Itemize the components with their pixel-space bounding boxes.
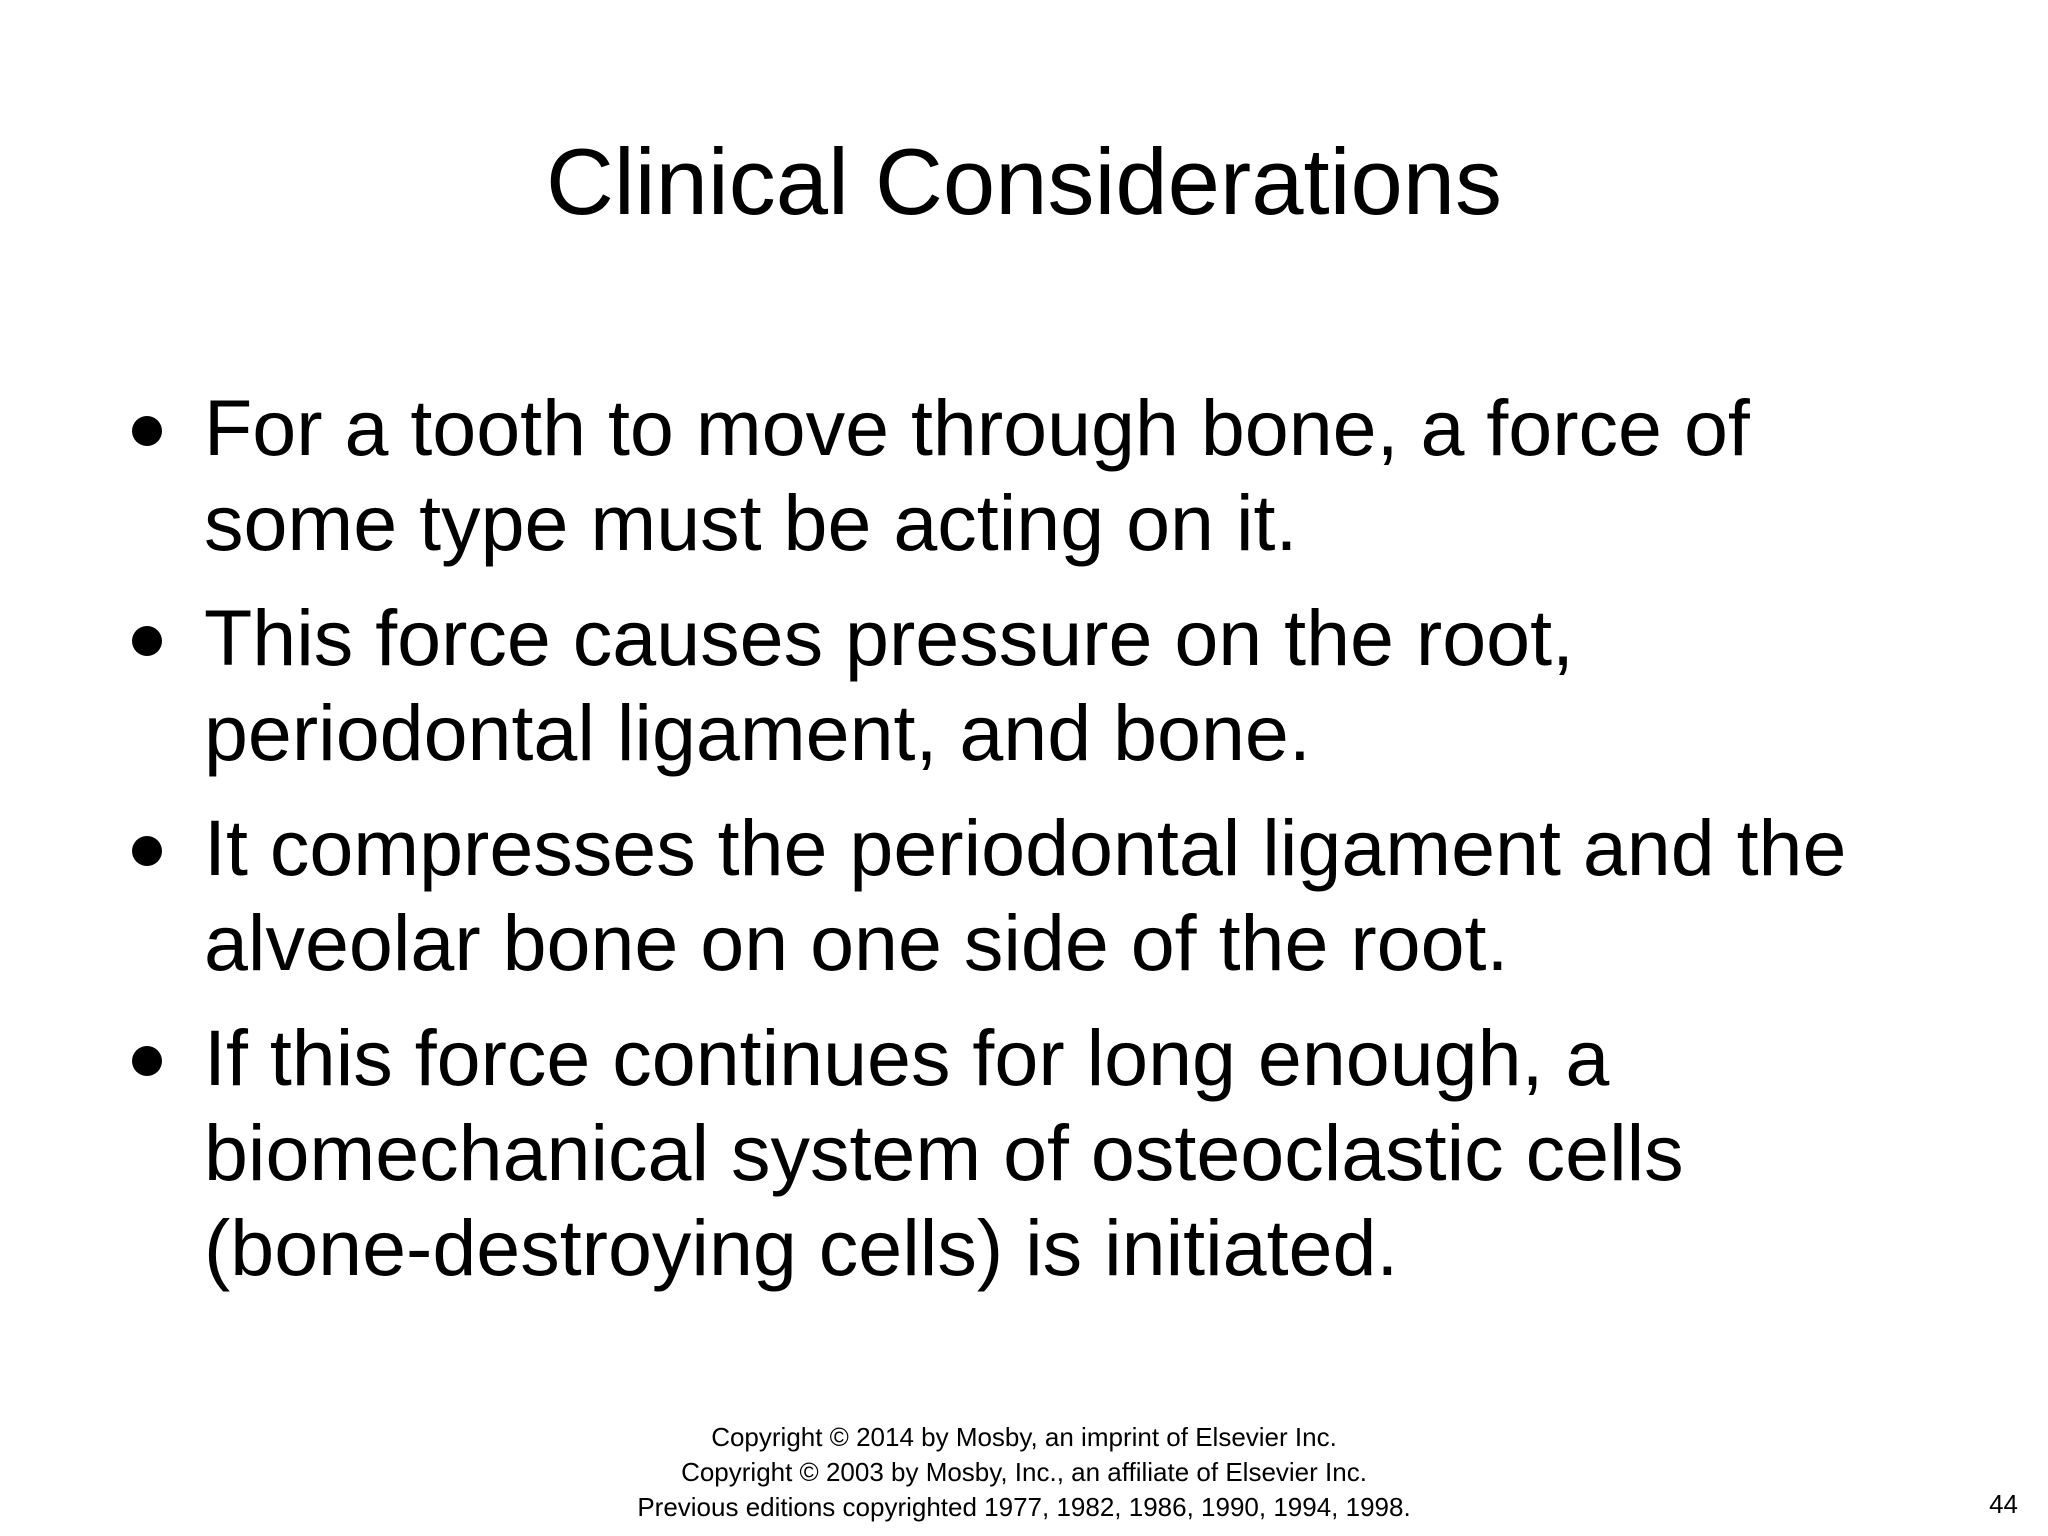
bullet-item — [128, 800, 1928, 990]
bullet-list — [128, 380, 1928, 1315]
copyright-line: Copyright © 2003 by Mosby, Inc., an affiliate of Elsevier Inc. — [681, 1457, 1367, 1487]
bullet-dot-icon — [132, 626, 162, 656]
copyright-footer — [0, 1420, 2048, 1525]
bullet-text: For a tooth to move through bone, a force of some type must be acting on it. — [204, 383, 1750, 567]
bullet-item — [128, 1010, 1928, 1295]
copyright-line: Previous editions copyrighted 1977, 1982, 1986, 1990, 1994, 1998. — [637, 1492, 1411, 1522]
bullet-dot-icon — [132, 1046, 162, 1076]
bullet-item — [128, 590, 1928, 780]
slide-title: Clinical Considerations — [545, 129, 1503, 234]
bullet-text: It compresses the periodontal ligament and the alveolar bone on one side of the root. — [204, 803, 1847, 987]
copyright-line: Copyright © 2014 by Mosby, an imprint of Elsevier Inc. — [711, 1422, 1337, 1452]
page-number: 44 — [1989, 1489, 2018, 1519]
bullet-dot-icon — [132, 416, 162, 446]
bullet-dot-icon — [132, 836, 162, 866]
bullet-item — [128, 380, 1928, 570]
bullet-text: This force causes pressure on the root, periodontal ligament, and bone. — [204, 593, 1575, 777]
bullet-text: If this force continues for long enough, a biomechanical system of osteoclastic cells (bone-destroying cells) is initiated. — [204, 1013, 1684, 1292]
